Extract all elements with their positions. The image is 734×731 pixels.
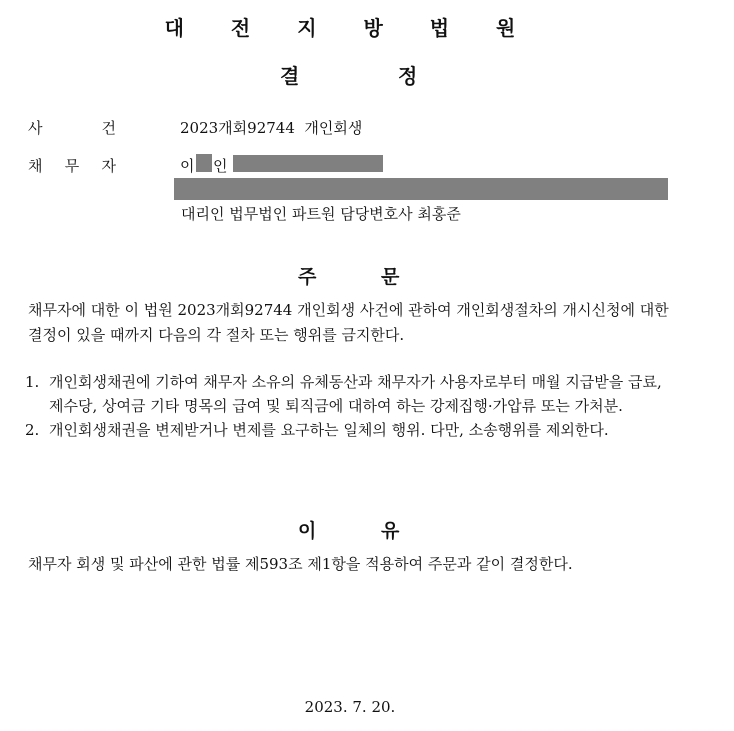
redacted-name-middle xyxy=(196,154,212,172)
debtor-label-char: 자 xyxy=(101,157,116,175)
case-label-char: 건 xyxy=(101,119,116,137)
case-label-char: 사 xyxy=(28,119,43,137)
debtor-label xyxy=(28,155,116,176)
debtor-name-first: 이 xyxy=(180,157,195,175)
reason-heading-char-2: 유 xyxy=(381,520,400,542)
document-type-char-1: 결 xyxy=(280,64,300,88)
order-heading-char-2: 문 xyxy=(381,266,400,288)
redacted-address xyxy=(174,178,668,200)
reason-heading-char-1: 이 xyxy=(298,520,317,542)
debtor-name-last: 인 xyxy=(213,157,228,175)
list-item-number: 1. xyxy=(25,373,40,391)
debtor-name xyxy=(180,155,195,176)
redacted-id-number xyxy=(233,155,383,172)
court-name: 대 전 지 방 법 원 xyxy=(164,16,536,40)
list-item-text: 개인회생채권을 변제받거나 변제를 요구하는 일체의 행위. 다만, 소송행위를 제외한다. xyxy=(49,421,609,439)
order-list xyxy=(25,370,675,442)
debtor-name-last-wrap xyxy=(213,155,228,176)
order-intro: 채무자에 대한 이 법원 2023개회92744 개인회생 사건에 관하여 개인회생절차의 개시신청에 대한 결정이 있을 때까지 다음의 각 절차 또는 행위를 금지한다. xyxy=(28,301,669,344)
decision-date: 2023. 7. 20. xyxy=(304,698,396,716)
order-heading-char-1: 주 xyxy=(298,266,317,288)
debtor-label-char: 채 xyxy=(28,157,43,175)
reason-text: 채무자 회생 및 파산에 관한 법률 제593조 제1항을 적용하여 주문과 같이 결정한다. xyxy=(28,555,573,573)
case-label xyxy=(28,117,116,138)
debtor-representative: 대리인 법무법인 파트원 담당변호사 최홍준 xyxy=(181,205,461,223)
case-value xyxy=(180,117,362,138)
case-number: 2023개회92744 xyxy=(180,119,295,137)
list-item xyxy=(25,418,675,442)
list-item-number: 2. xyxy=(25,421,40,439)
case-type: 개인회생 xyxy=(304,119,363,137)
document-type-char-2: 정 xyxy=(398,64,418,88)
debtor-label-char: 무 xyxy=(64,157,80,175)
list-item xyxy=(25,370,675,418)
list-item-text: 개인회생채권에 기하여 채무자 소유의 유체동산과 채무자가 사용자로부터 매월 지급받을 급료, 제수당, 상여금 기타 명목의 급여 및 퇴직금에 대하여 하는 강제집행·가압류 또는 가처분. xyxy=(49,373,662,415)
